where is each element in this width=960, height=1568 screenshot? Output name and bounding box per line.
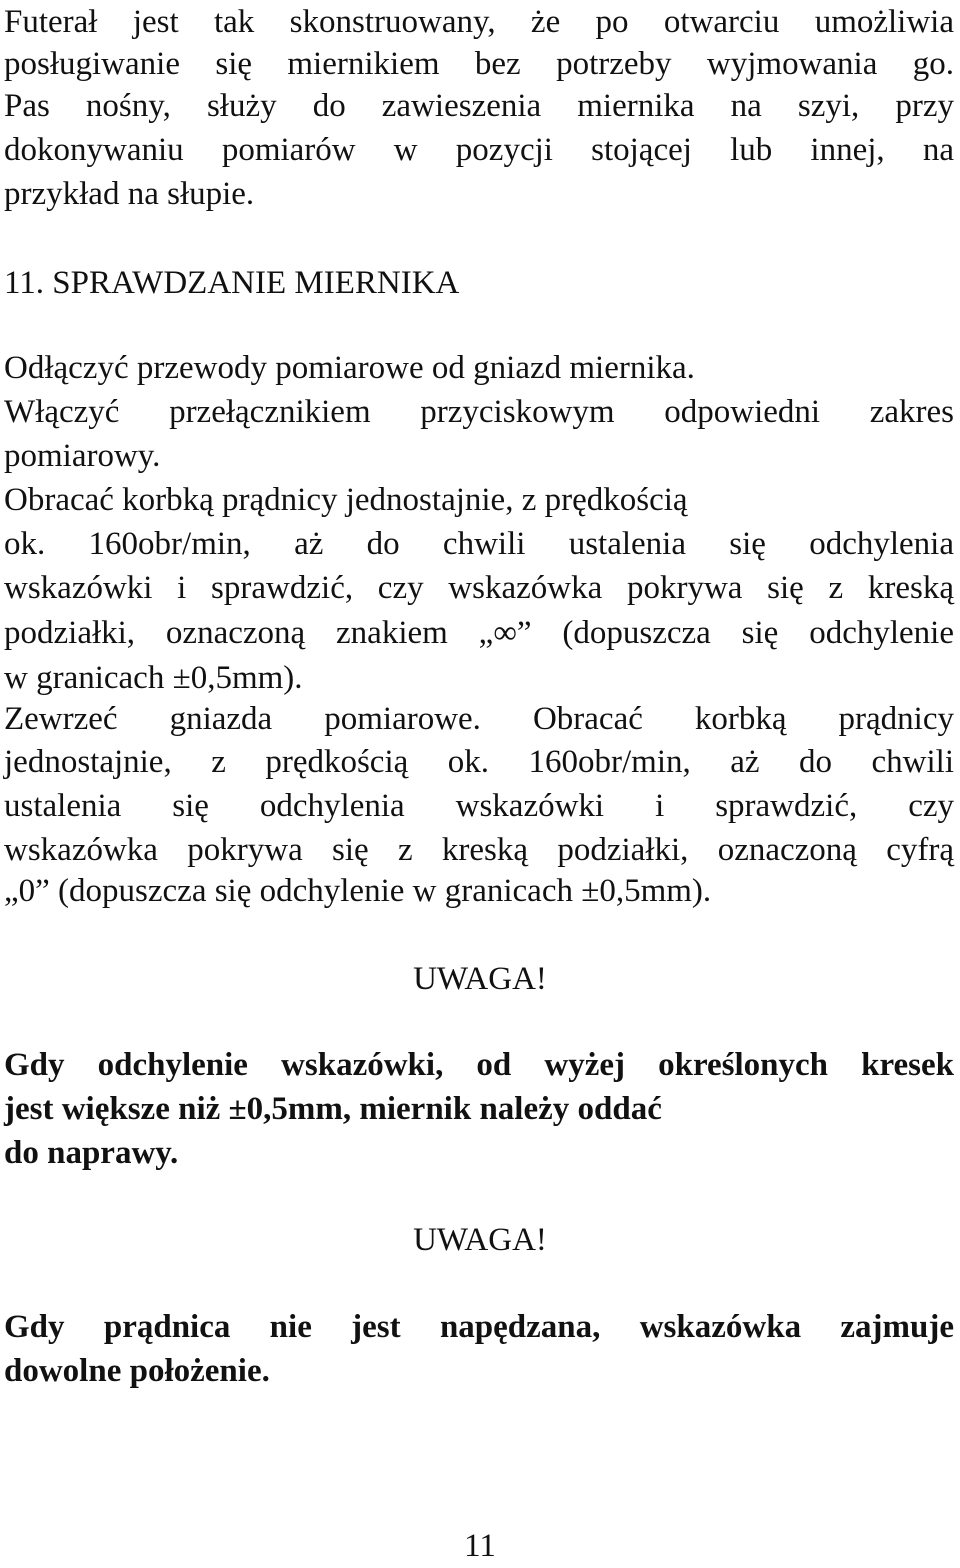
warning1-line-1: Gdy odchylenie wskazówki, od wyżej określonych kresek xyxy=(4,1047,954,1083)
warning1-line-3: do naprawy. xyxy=(4,1135,179,1171)
section-line-13: „0” (dopuszcza się odchylenie w granicach ±0,5mm). xyxy=(4,873,712,909)
section-line-10: jednostajnie, z prędkością ok. 160obr/min, aż do chwili xyxy=(4,744,954,780)
warning2-line-2: dowolne położenie. xyxy=(4,1353,270,1389)
intro-line-3: Pas nośny, służy do zawieszenia miernika na szyi, przy xyxy=(4,88,954,124)
section-line-9: Zewrzeć gniazda pomiarowe. Obracać korbką prądnicy xyxy=(4,701,954,737)
page-number: 11 xyxy=(464,1528,496,1564)
section-line-5: ok. 160obr/min, aż do chwili ustalenia się odchylenia xyxy=(4,526,954,562)
section-line-1: Odłączyć przewody pomiarowe od gniazd miernika. xyxy=(4,350,695,386)
intro-line-2: posługiwanie się miernikiem bez potrzeby wyjmowania go. xyxy=(4,46,954,82)
section-line-4: Obracać korbką prądnicy jednostajnie, z prędkością xyxy=(4,482,688,518)
section-line-2: Włączyć przełącznikiem przyciskowym odpowiedni zakres xyxy=(4,394,954,430)
section-line-6: wskazówki i sprawdzić, czy wskazówka pokrywa się z kreską xyxy=(4,570,954,606)
warning2-line-1: Gdy prądnica nie jest napędzana, wskazówka zajmuje xyxy=(4,1309,954,1345)
warning-title-1: UWAGA! xyxy=(413,961,547,997)
section-line-8: w granicach ±0,5mm). xyxy=(4,660,303,696)
intro-line-5: przykład na słupie. xyxy=(4,176,255,212)
section-line-3: pomiarowy. xyxy=(4,438,161,474)
intro-line-4: dokonywaniu pomiarów w pozycji stojącej lub innej, na xyxy=(4,132,954,168)
section-line-12: wskazówka pokrywa się z kreską podziałki, oznaczoną cyfrą xyxy=(4,832,954,868)
warning-title-2: UWAGA! xyxy=(413,1222,547,1258)
section-line-7: podziałki, oznaczoną znakiem „∞” (dopuszcza się odchylenie xyxy=(4,615,954,651)
section-heading: 11. SPRAWDZANIE MIERNIKA xyxy=(4,265,460,301)
section-line-11: ustalenia się odchylenia wskazówki i sprawdzić, czy xyxy=(4,788,954,824)
warning1-line-2: jest większe niż ±0,5mm, miernik należy oddać xyxy=(4,1091,662,1127)
intro-line-1: Futerał jest tak skonstruowany, że po otwarciu umożliwia xyxy=(4,4,954,40)
